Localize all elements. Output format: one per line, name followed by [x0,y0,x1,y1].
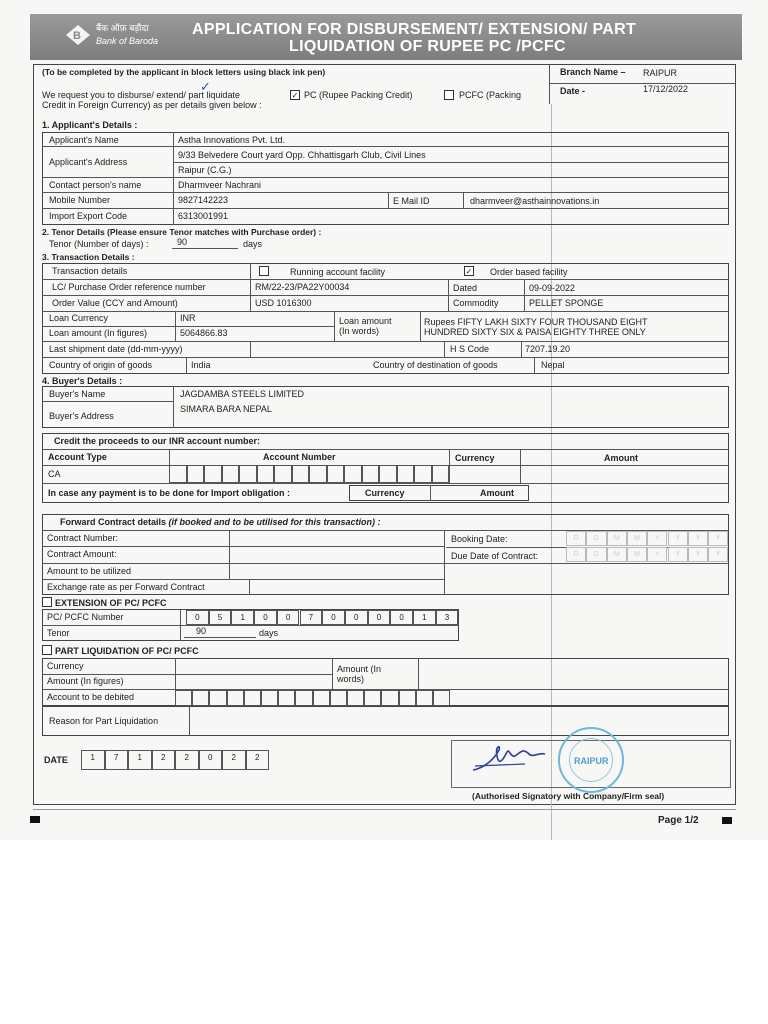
account-number-digit-box[interactable] [432,465,450,483]
part-liquidation-heading: PART LIQUIDATION OF PC/ PCFC [55,646,199,656]
footer-date-label: DATE [44,755,68,765]
loan-currency-label: Loan Currency [49,313,109,323]
contact-person-label: Contact person's name [49,180,142,190]
signature-icon [465,738,565,780]
hs-code-label: H S Code [450,344,490,354]
tenor-label: Tenor (Number of days) : [49,239,149,249]
transaction-details-label: Transaction details [52,266,128,276]
lc-reference-value[interactable]: RM/22-23/PA22Y00034 [255,282,350,292]
email-value[interactable]: dharmveer@asthainnovations.in [470,196,600,206]
branch-label: Branch Name – [560,67,626,77]
dated-label: Dated [453,283,478,293]
import-obligation-label: In case any payment is to be done for Import obligation : [48,488,291,498]
footer-date-digit-box[interactable]: 1 [81,750,105,770]
due-date-digit-box[interactable]: M [627,547,647,562]
pc-checkbox[interactable]: ✓ [291,91,299,100]
applicant-address-line2[interactable]: Raipur (C.G.) [178,165,232,175]
amount-utilized-label: Amount to be utilized [47,566,132,576]
order-value-label: Order Value (CCY and Amount) [52,298,178,308]
account-number-digit-box[interactable] [362,465,380,483]
iec-label: Import Export Code [49,211,128,221]
order-value[interactable]: USD 1016300 [255,298,312,308]
pc-number-digit-box[interactable]: 1 [231,610,254,625]
account-number-digit-box[interactable] [379,465,397,483]
lc-reference-label: LC/ Purchase Order reference number [52,282,206,292]
contract-number-label: Contract Number: [47,533,119,543]
amount-label: Amount [604,453,638,463]
origin-label: Country of origin of goods [49,360,153,370]
account-number-digit-box[interactable] [344,465,362,483]
pc-number-label: PC/ PCFC Number [47,612,124,622]
page-number: Page 1/2 [658,815,699,826]
loan-words-value-line2[interactable]: HUNDRED SIXTY SIX & PAISA EIGHTY THREE ONLY [424,327,646,337]
footer-date-digit-box[interactable]: 2 [175,750,199,770]
account-number-digit-box[interactable] [292,465,310,483]
account-number-digit-box[interactable] [414,465,432,483]
running-account-label: Running account facility [290,267,386,277]
debit-account-digit-box[interactable] [347,690,364,706]
account-number-digit-box[interactable] [239,465,257,483]
debit-account-digit-box[interactable] [433,690,450,706]
debit-account-digit-box[interactable] [330,690,347,706]
debit-account-digit-box[interactable] [175,690,192,706]
part-amount-words-label-2: words) [337,674,365,684]
buyer-name-value[interactable]: JAGDAMBA STEELS LIMITED [180,389,305,399]
tenor-value[interactable]: 90 [177,237,188,247]
debit-account-digit-box[interactable] [278,690,295,706]
mobile-label: Mobile Number [49,195,111,205]
due-date-digit-box[interactable]: Y [688,547,708,562]
hs-code-value[interactable]: 7207.19.20 [525,344,571,354]
authorised-signatory-label: (Authorised Signatory with Company/Firm seal) [472,791,665,801]
pc-number-digit-box[interactable]: 7 [300,610,323,625]
extension-heading: EXTENSION OF PC/ PCFC [55,598,167,608]
pcfc-option-label: PCFC (Packing [459,90,522,100]
contact-person-value[interactable]: Dharmveer Nachrani [178,180,262,190]
booking-date-digit-box[interactable]: Y [708,531,728,546]
commodity-value[interactable]: PELLET SPONGE [529,298,604,308]
booking-date-digit-box[interactable]: Y [688,531,708,546]
branch-value[interactable]: RAIPUR [643,68,678,78]
account-number-digit-box[interactable] [169,465,187,483]
loan-words-label-2: (In words) [339,326,380,336]
import-amount-label: Amount [480,488,514,498]
due-date-digit-box[interactable]: D [566,547,586,562]
loan-amount-label: Loan amount (In figures) [49,328,148,338]
account-number-digit-box[interactable] [327,465,345,483]
exchange-rate-label: Exchange rate as per Forward Contract [47,582,205,592]
pc-number-digit-box[interactable]: 3 [436,610,459,625]
loan-amount-value[interactable]: 5064866.83 [180,328,228,338]
booking-date-digit-box[interactable]: Y [647,531,667,546]
registration-mark [30,816,40,823]
buyer-address-value[interactable]: SIMARA BARA NEPAL [180,404,272,414]
footer-date-digit-box[interactable]: 7 [105,750,129,770]
date-label: Date - [560,86,586,96]
buyer-name-label: Buyer's Name [49,389,106,399]
request-text: We request you to disburse/ extend/ part liquidate [42,90,240,100]
part-amount-words-label: Amount (In [337,664,382,674]
account-number-digit-box[interactable] [309,465,327,483]
pc-number-digit-box[interactable]: 0 [277,610,300,625]
booking-date-label: Booking Date: [451,534,508,544]
tenor-unit: days [243,239,263,249]
account-type-value[interactable]: CA [48,469,61,479]
form-header-banner [30,14,742,60]
instruction-text: (To be completed by the applicant in block letters using black ink pen) [42,67,326,77]
booking-date-digit-box[interactable]: D [566,531,586,546]
booking-date-digit-box[interactable]: D [586,531,606,546]
debit-account-digit-box[interactable] [209,690,226,706]
running-account-checkbox[interactable] [259,266,269,276]
seal-text: RAIPUR [574,756,609,766]
applicant-address-line1[interactable]: 9/33 Belvedere Court yard Opp. Chhattisgarh Club, Civil Lines [178,150,426,160]
transaction-heading: 3. Transaction Details : [42,252,135,262]
loan-words-value-line1[interactable]: Rupees FIFTY LAKH SIXTY FOUR THOUSAND EIGHT [424,317,648,327]
extension-tenor-value[interactable]: 90 [196,626,207,636]
due-date-digit-box[interactable]: Y [708,547,728,562]
account-number-digit-box[interactable] [222,465,240,483]
debit-account-digit-box[interactable] [244,690,261,706]
pcfc-checkbox[interactable] [444,90,454,100]
import-currency-label: Currency [365,488,405,498]
extension-checkbox[interactable] [42,597,52,607]
debit-account-digit-box[interactable] [381,690,398,706]
reason-label: Reason for Part Liquidation [49,716,159,726]
pc-number-digit-box[interactable]: 0 [254,610,277,625]
forward-heading: Forward Contract details (if booked and to be utilised for this transaction) : [60,517,381,527]
part-liquidation-checkbox[interactable] [42,645,52,655]
footer-date-digit-box[interactable]: 2 [152,750,176,770]
due-date-digit-box[interactable]: D [586,547,606,562]
debit-account-digit-box[interactable] [313,690,330,706]
debit-account-digit-box[interactable] [261,690,278,706]
due-date-digit-box[interactable]: Y [668,547,688,562]
order-based-checkbox[interactable]: ✓ [465,267,473,276]
debit-account-digit-box[interactable] [399,690,416,706]
request-text-2: Credit in Foreign Currency) as per details given below : [42,100,262,110]
contract-amount-label: Contract Amount: [47,549,117,559]
tick-mark-icon: ✓ [200,79,211,94]
tenor-heading: 2. Tenor Details (Please ensure Tenor matches with Purchase order) : [42,227,322,237]
destination-label: Country of destination of goods [373,360,498,370]
footer-date-digit-box[interactable]: 1 [128,750,152,770]
account-number-digit-box[interactable] [204,465,222,483]
extension-tenor-unit: days [259,628,279,638]
footer-date-digit-box[interactable]: 2 [222,750,246,770]
credit-heading: Credit the proceeds to our INR account number: [54,436,261,446]
due-date-digit-box[interactable]: Y [647,547,667,562]
debit-account-digit-box[interactable] [295,690,312,706]
currency-label: Currency [455,453,495,463]
email-label: E Mail ID [393,196,430,206]
svg-text:B: B [73,30,81,42]
buyer-heading: 4. Buyer's Details : [42,376,123,386]
pc-number-digit-box[interactable]: 1 [413,610,436,625]
applicant-heading: 1. Applicant's Details : [42,120,138,130]
shipment-date-label: Last shipment date (dd-mm-yyyy) [49,344,183,354]
debit-account-digit-box[interactable] [416,690,433,706]
account-number-digit-box[interactable] [257,465,275,483]
bank-name-hindi: बैंक ऑफ़ बड़ौदा [96,23,149,33]
applicant-name-label: Applicant's Name [49,135,119,145]
pc-number-digit-box[interactable]: 0 [390,610,413,625]
account-number-digit-box[interactable] [187,465,205,483]
account-number-label: Account Number [263,452,336,462]
form-title-line1: APPLICATION FOR DISBURSEMENT/ EXTENSION/ PART [192,21,637,38]
company-seal-icon [558,727,624,793]
order-based-label: Order based facility [490,267,568,277]
iec-value[interactable]: 6313001991 [178,211,229,221]
part-amount-label: Amount (In figures) [47,676,124,686]
account-number-digit-box[interactable] [274,465,292,483]
pc-number-digit-box[interactable]: 0 [368,610,391,625]
date-value[interactable]: 17/12/2022 [643,84,689,94]
part-currency-label: Currency [47,661,84,671]
bank-name: Bank of Baroda [96,36,159,46]
extension-tenor-label: Tenor [47,628,70,638]
pc-number-digit-box[interactable]: 0 [345,610,368,625]
due-date-digit-box[interactable]: M [607,547,627,562]
debit-account-digit-box[interactable] [227,690,244,706]
bank-logo-icon [64,23,92,47]
buyer-table [42,386,729,428]
debit-account-digit-box[interactable] [192,690,209,706]
account-type-label: Account Type [48,452,107,462]
commodity-label: Commodity [453,298,499,308]
mobile-value[interactable]: 9827142223 [178,195,229,205]
form-title-line2: LIQUIDATION OF RUPEE PC /PCFC [289,38,566,55]
buyer-address-label: Buyer's Address [49,411,114,421]
origin-value[interactable]: India [191,360,211,370]
debit-account-digit-box[interactable] [364,690,381,706]
dated-value[interactable]: 09-09-2022 [529,283,576,293]
due-date-label: Due Date of Contract: [451,551,539,561]
pc-option-label: PC (Rupee Packing Credit) [304,90,413,100]
registration-mark [722,817,732,824]
account-number-digit-box[interactable] [397,465,415,483]
footer-date-digit-box[interactable]: 0 [199,750,223,770]
booking-date-digit-box[interactable]: Y [668,531,688,546]
loan-currency-value[interactable]: INR [180,313,196,323]
applicant-address-label: Applicant's Address [49,157,128,167]
pc-number-digit-box[interactable]: 0 [186,610,209,625]
account-debited-label: Account to be debited [47,692,135,702]
applicant-name-value[interactable]: Astha Innovations Pvt. Ltd. [178,135,286,145]
pc-number-digit-box[interactable]: 0 [322,610,345,625]
pc-number-digit-box[interactable]: 5 [209,610,232,625]
loan-words-label: Loan amount [339,316,392,326]
booking-date-digit-box[interactable]: M [627,531,647,546]
booking-date-digit-box[interactable]: M [607,531,627,546]
footer-date-digit-box[interactable]: 2 [246,750,270,770]
destination-value[interactable]: Nepal [541,360,565,370]
